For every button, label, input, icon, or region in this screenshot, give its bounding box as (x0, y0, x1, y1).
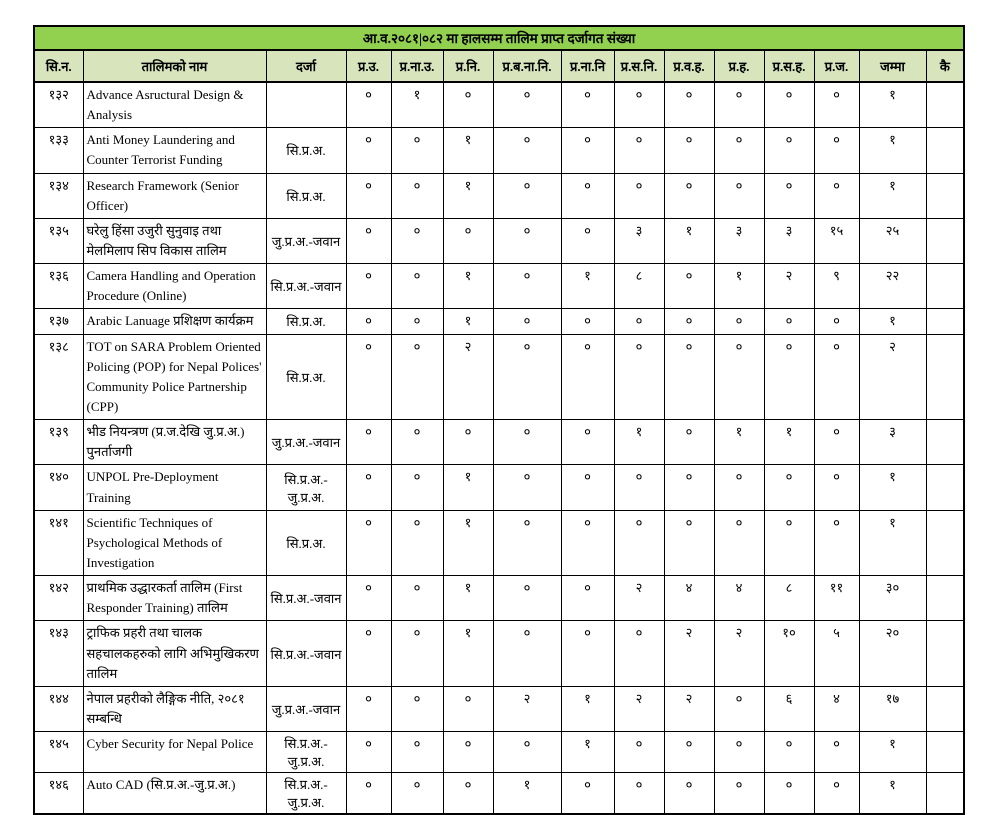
cell-rank-count: ० (714, 732, 764, 773)
cell-rank-count: १ (443, 465, 493, 510)
cell-serial-number: १३५ (34, 218, 83, 263)
cell-rank-count: ० (814, 465, 859, 510)
cell-rank-count: १ (443, 510, 493, 575)
cell-rank-count: ० (391, 510, 443, 575)
cell-rank-count: ० (493, 334, 561, 420)
table-row (34, 686, 964, 731)
cell-rank-count: ० (346, 128, 391, 173)
cell-training-name: Cyber Security for Nepal Police (83, 732, 266, 773)
cell-total: १ (859, 732, 926, 773)
cell-rank-count: ० (814, 128, 859, 173)
cell-rank-count: २ (714, 621, 764, 686)
cell-rank-count: २ (664, 686, 714, 731)
column-header: प्र.ना.उ. (391, 50, 443, 82)
cell-rank-count: ० (814, 773, 859, 815)
cell-rank-count: ० (814, 334, 859, 420)
cell-rank-count: ० (764, 773, 814, 815)
cell-total: १ (859, 465, 926, 510)
cell-total: १ (859, 773, 926, 815)
cell-rank-count: ० (764, 309, 814, 334)
cell-rank-count: ० (561, 173, 614, 218)
cell-rank-count: ० (561, 773, 614, 815)
cell-serial-number: १४१ (34, 510, 83, 575)
cell-rank-count: ० (614, 465, 664, 510)
cell-rank-count: १ (391, 82, 443, 128)
cell-rank-count: १ (443, 173, 493, 218)
cell-rank-count: ० (493, 82, 561, 128)
cell-rank-range: सि.प्र.अ.-जु.प्र.अ. (266, 773, 346, 815)
cell-rank-count: ११ (814, 576, 859, 621)
cell-serial-number: १४० (34, 465, 83, 510)
column-header: प्र.ज. (814, 50, 859, 82)
cell-rank-count: १ (764, 420, 814, 465)
cell-rank-count: ४ (714, 576, 764, 621)
cell-total: १ (859, 510, 926, 575)
cell-rank-count: ४ (814, 686, 859, 731)
cell-rank-count: ० (391, 218, 443, 263)
cell-rank-count: ० (443, 732, 493, 773)
cell-rank-count: ० (443, 773, 493, 815)
cell-rank-count: १ (714, 420, 764, 465)
cell-rank-count: ० (391, 576, 443, 621)
cell-rank-count: ० (614, 173, 664, 218)
cell-rank-count: ० (664, 510, 714, 575)
cell-remark (926, 686, 964, 731)
cell-total: २० (859, 621, 926, 686)
cell-training-name: Advance Asructural Design & Analysis (83, 82, 266, 128)
cell-rank-count: ० (493, 465, 561, 510)
cell-total: १ (859, 173, 926, 218)
table-row (34, 218, 964, 263)
cell-rank-count: ० (391, 465, 443, 510)
cell-rank-count: ० (443, 218, 493, 263)
cell-rank-count: ० (391, 686, 443, 731)
cell-remark (926, 465, 964, 510)
cell-rank-count: २ (614, 576, 664, 621)
cell-training-name: TOT on SARA Problem Oriented Policing (POP) for Nepal Polices' Community Police Partnership (CPP) (83, 334, 266, 420)
cell-rank-count: ० (443, 686, 493, 731)
cell-training-name: भीड नियन्त्रण (प्र.ज.देखि जु.प्र.अ.) पुनर्ताजगी (83, 420, 266, 465)
cell-rank-count: ० (764, 732, 814, 773)
cell-total: १ (859, 309, 926, 334)
cell-rank-count: ० (614, 128, 664, 173)
cell-rank-count: ० (714, 173, 764, 218)
cell-rank-count: १ (443, 309, 493, 334)
cell-rank-count: ० (346, 686, 391, 731)
cell-rank-count: ० (391, 173, 443, 218)
table-row (34, 465, 964, 510)
cell-rank-count: ० (764, 465, 814, 510)
column-header: सि.न. (34, 50, 83, 82)
cell-rank-count: ० (814, 173, 859, 218)
table-body (34, 82, 964, 814)
cell-remark (926, 264, 964, 309)
cell-serial-number: १४२ (34, 576, 83, 621)
cell-rank-count: ४ (664, 576, 714, 621)
cell-rank-count: ६ (764, 686, 814, 731)
cell-rank-count: ० (764, 128, 814, 173)
column-header: प्र.ब.ना.नि. (493, 50, 561, 82)
table-row (34, 128, 964, 173)
cell-rank-count: ० (614, 334, 664, 420)
cell-serial-number: १४३ (34, 621, 83, 686)
cell-rank-count: ० (714, 686, 764, 731)
cell-remark (926, 621, 964, 686)
cell-rank-count: ० (714, 128, 764, 173)
column-header: प्र.व.ह. (664, 50, 714, 82)
cell-rank-count: ० (561, 128, 614, 173)
cell-rank-count: ० (443, 420, 493, 465)
cell-remark (926, 576, 964, 621)
cell-rank-range: सि.प्र.अ.-जवान (266, 576, 346, 621)
cell-rank-count: ० (664, 173, 714, 218)
cell-rank-count: १ (443, 576, 493, 621)
cell-rank-count: ० (493, 128, 561, 173)
cell-total: ३० (859, 576, 926, 621)
cell-rank-count: ० (814, 420, 859, 465)
cell-rank-count: १ (493, 773, 561, 815)
cell-rank-range: सि.प्र.अ.-जवान (266, 621, 346, 686)
cell-rank-count: ० (561, 576, 614, 621)
table-row (34, 420, 964, 465)
cell-rank-count: १ (561, 732, 614, 773)
cell-rank-count: ० (391, 128, 443, 173)
column-header: प्र.ह. (714, 50, 764, 82)
cell-rank-range: सि.प्र.अ.-जवान (266, 264, 346, 309)
column-header: दर्जा (266, 50, 346, 82)
cell-rank-count: ० (346, 420, 391, 465)
cell-rank-count: ० (714, 309, 764, 334)
cell-rank-count: ० (714, 510, 764, 575)
cell-rank-count: ० (391, 420, 443, 465)
cell-rank-count: ० (561, 621, 614, 686)
cell-rank-count: ० (493, 732, 561, 773)
cell-rank-count: ० (391, 309, 443, 334)
cell-rank-count: २ (443, 334, 493, 420)
cell-rank-count: ० (561, 309, 614, 334)
cell-training-name: Anti Money Laundering and Counter Terrorist Funding (83, 128, 266, 173)
cell-rank-count: ८ (764, 576, 814, 621)
cell-total: १ (859, 128, 926, 173)
cell-remark (926, 510, 964, 575)
column-header: प्र.ना.नि (561, 50, 614, 82)
cell-total: २२ (859, 264, 926, 309)
cell-rank-range: सि.प्र.अ. (266, 510, 346, 575)
cell-serial-number: १३४ (34, 173, 83, 218)
cell-training-name: Auto CAD (सि.प्र.अ.-जु.प्र.अ.) (83, 773, 266, 815)
cell-rank-count: ० (814, 309, 859, 334)
cell-rank-range: सि.प्र.अ.-जु.प्र.अ. (266, 465, 346, 510)
column-header: प्र.स.ह. (764, 50, 814, 82)
column-header: जम्मा (859, 50, 926, 82)
cell-rank-count: ० (614, 510, 664, 575)
cell-serial-number: १३७ (34, 309, 83, 334)
cell-rank-count: ० (443, 82, 493, 128)
cell-rank-count: २ (764, 264, 814, 309)
cell-rank-count: ० (614, 732, 664, 773)
cell-rank-count: ० (614, 773, 664, 815)
cell-rank-count: ० (764, 173, 814, 218)
cell-total: ३ (859, 420, 926, 465)
cell-rank-count: ० (493, 621, 561, 686)
cell-rank-count: ० (346, 465, 391, 510)
cell-rank-count: ० (664, 465, 714, 510)
cell-rank-count: ३ (764, 218, 814, 263)
cell-training-name: Research Framework (Senior Officer) (83, 173, 266, 218)
cell-remark (926, 773, 964, 815)
cell-rank-count: ० (346, 334, 391, 420)
column-header: प्र.नि. (443, 50, 493, 82)
column-header: प्र.उ. (346, 50, 391, 82)
cell-rank-count: ० (814, 510, 859, 575)
cell-total: १७ (859, 686, 926, 731)
cell-rank-range: सि.प्र.अ. (266, 173, 346, 218)
cell-rank-count: ५ (814, 621, 859, 686)
table-row (34, 173, 964, 218)
cell-training-name: ट्राफिक प्रहरी तथा चालक सहचालकहरुको लागि अभिमुखिकरण तालिम (83, 621, 266, 686)
table-row (34, 621, 964, 686)
cell-rank-count: ० (614, 82, 664, 128)
cell-serial-number: १३६ (34, 264, 83, 309)
cell-rank-count: १ (443, 128, 493, 173)
cell-rank-count: ० (614, 621, 664, 686)
cell-rank-count: ० (346, 773, 391, 815)
table-row (34, 82, 964, 128)
cell-rank-count: ० (391, 773, 443, 815)
training-table (33, 25, 965, 815)
cell-rank-count: ० (391, 264, 443, 309)
cell-rank-count: ३ (614, 218, 664, 263)
cell-rank-count: ० (714, 773, 764, 815)
cell-rank-count: ० (664, 334, 714, 420)
cell-rank-range: सि.प्र.अ. (266, 309, 346, 334)
cell-rank-range: सि.प्र.अ. (266, 334, 346, 420)
cell-rank-count: २ (664, 621, 714, 686)
cell-rank-count: ० (814, 732, 859, 773)
cell-rank-count: ० (346, 621, 391, 686)
cell-rank-count: ० (493, 510, 561, 575)
cell-rank-count: ० (814, 82, 859, 128)
table-row (34, 773, 964, 815)
cell-rank-count: १ (714, 264, 764, 309)
table-row (34, 264, 964, 309)
cell-rank-count: ० (764, 82, 814, 128)
cell-total: २ (859, 334, 926, 420)
cell-rank-count: ० (664, 420, 714, 465)
cell-rank-count: ० (493, 173, 561, 218)
cell-rank-count: ० (714, 82, 764, 128)
cell-training-name: Camera Handling and Operation Procedure (Online) (83, 264, 266, 309)
cell-total: २५ (859, 218, 926, 263)
cell-training-name: घरेलु हिंसा उजुरी सुनुवाइ तथा मेलमिलाप सिप विकास तालिम (83, 218, 266, 263)
cell-serial-number: १३८ (34, 334, 83, 420)
cell-training-name: नेपाल प्रहरीको लैङ्गिक नीति, २०८१ सम्बन्धि (83, 686, 266, 731)
cell-rank-count: ० (493, 218, 561, 263)
cell-rank-count: १ (664, 218, 714, 263)
cell-rank-count: ३ (714, 218, 764, 263)
cell-rank-range (266, 82, 346, 128)
cell-rank-count: ० (391, 621, 443, 686)
cell-rank-count: ० (346, 309, 391, 334)
cell-rank-count: ० (346, 576, 391, 621)
cell-rank-count: ० (664, 264, 714, 309)
cell-rank-count: ० (664, 732, 714, 773)
cell-rank-count: ० (764, 334, 814, 420)
table-row (34, 334, 964, 420)
cell-rank-count: ० (561, 82, 614, 128)
cell-rank-count: ० (346, 510, 391, 575)
cell-rank-count: ० (561, 420, 614, 465)
cell-rank-count: १ (561, 686, 614, 731)
cell-rank-count: ० (346, 82, 391, 128)
cell-serial-number: १३९ (34, 420, 83, 465)
cell-rank-count: ० (493, 420, 561, 465)
cell-remark (926, 173, 964, 218)
cell-rank-count: ० (764, 510, 814, 575)
table-row (34, 309, 964, 334)
cell-rank-range: जु.प्र.अ.-जवान (266, 686, 346, 731)
table-row (34, 732, 964, 773)
cell-rank-count: ० (391, 732, 443, 773)
column-header: कै (926, 50, 964, 82)
cell-rank-count: १ (443, 264, 493, 309)
cell-rank-count: ० (714, 465, 764, 510)
cell-rank-range: सि.प्र.अ.-जु.प्र.अ. (266, 732, 346, 773)
column-header-row (34, 50, 964, 82)
cell-remark (926, 309, 964, 334)
cell-rank-count: ० (664, 773, 714, 815)
cell-serial-number: १४४ (34, 686, 83, 731)
column-header: प्र.स.नि. (614, 50, 664, 82)
cell-total: १ (859, 82, 926, 128)
cell-serial-number: १३२ (34, 82, 83, 128)
cell-rank-count: ० (391, 334, 443, 420)
cell-rank-range: जु.प्र.अ.-जवान (266, 218, 346, 263)
cell-rank-range: जु.प्र.अ.-जवान (266, 420, 346, 465)
cell-serial-number: १४५ (34, 732, 83, 773)
cell-remark (926, 82, 964, 128)
cell-remark (926, 732, 964, 773)
cell-rank-count: १ (561, 264, 614, 309)
cell-training-name: Scientific Techniques of Psychological Methods of Investigation (83, 510, 266, 575)
cell-rank-count: ० (714, 334, 764, 420)
cell-rank-count: ० (614, 309, 664, 334)
cell-rank-count: २ (493, 686, 561, 731)
cell-remark (926, 334, 964, 420)
cell-rank-count: ० (664, 309, 714, 334)
cell-rank-count: ० (561, 510, 614, 575)
cell-rank-count: ० (346, 218, 391, 263)
cell-rank-count: ० (561, 465, 614, 510)
cell-rank-count: ० (346, 264, 391, 309)
cell-rank-count: ० (664, 128, 714, 173)
cell-rank-count: १ (443, 621, 493, 686)
cell-training-name: UNPOL Pre-Deployment Training (83, 465, 266, 510)
cell-rank-count: ० (493, 576, 561, 621)
cell-remark (926, 420, 964, 465)
cell-rank-count: ८ (614, 264, 664, 309)
cell-rank-count: ० (493, 309, 561, 334)
cell-serial-number: १४६ (34, 773, 83, 815)
cell-rank-count: ० (346, 732, 391, 773)
cell-rank-range: सि.प्र.अ. (266, 128, 346, 173)
cell-rank-count: ० (346, 173, 391, 218)
cell-rank-count: २ (614, 686, 664, 731)
table-title: आ.व.२०८१|०८२ मा हालसम्म तालिम प्राप्त दर्जागत संख्या (34, 26, 964, 50)
table-head (34, 26, 964, 82)
cell-rank-count: ० (561, 218, 614, 263)
cell-rank-count: ० (493, 264, 561, 309)
cell-rank-count: ० (561, 334, 614, 420)
cell-rank-count: १० (764, 621, 814, 686)
cell-remark (926, 128, 964, 173)
cell-training-name: Arabic Lanuage प्रशिक्षण कार्यक्रम (83, 309, 266, 334)
title-row (34, 26, 964, 50)
cell-training-name: प्राथमिक उद्धारकर्ता तालिम (First Responder Training) तालिम (83, 576, 266, 621)
cell-serial-number: १३३ (34, 128, 83, 173)
cell-rank-count: ० (664, 82, 714, 128)
column-header: तालिमको नाम (83, 50, 266, 82)
cell-rank-count: १ (614, 420, 664, 465)
cell-rank-count: १५ (814, 218, 859, 263)
cell-rank-count: ९ (814, 264, 859, 309)
cell-remark (926, 218, 964, 263)
table-row (34, 510, 964, 575)
table-row (34, 576, 964, 621)
